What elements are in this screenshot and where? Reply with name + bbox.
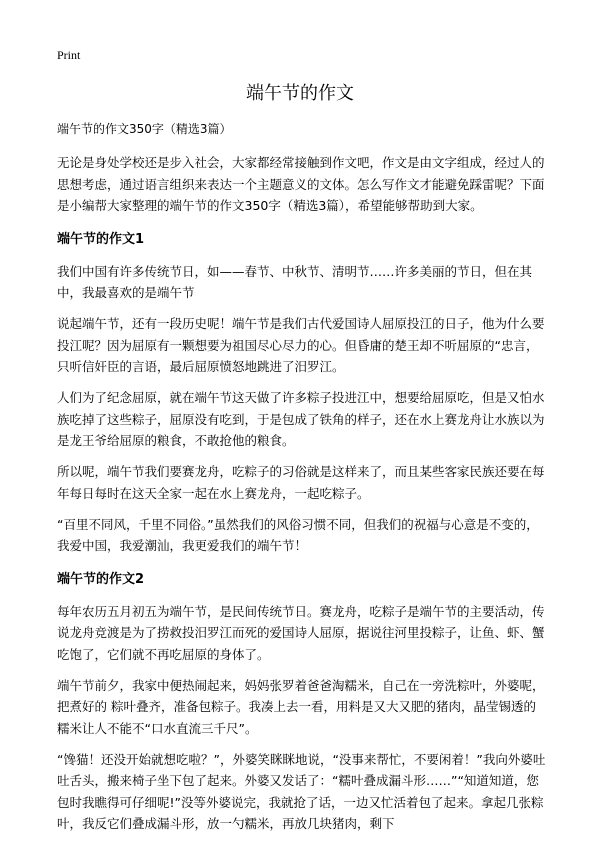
paragraph: 每年农历五月初五为端午节，是民间传统节日。赛龙舟，吃粽子是端午节的主要活动，传说龙舟竞渡是为了捞救投汨罗江而死的爱国诗人屈原，据说往河里投粽子，让鱼、虾、蟹吃饱了，它们就不再吃屈原的身体了。 xyxy=(57,603,545,662)
paragraph: 我们中国有许多传统节日，如——春节、中秋节、清明节……许多美丽的节日，但在其中，我最喜欢的是端午节 xyxy=(57,263,533,300)
document-subtitle: 端午节的作文350字（精选3篇） xyxy=(57,122,232,136)
section-heading: 端午节的作文1 xyxy=(57,231,145,247)
document-title: 端午节的作文 xyxy=(246,83,354,104)
paragraph: “馋猫！还没开始就想吃啦？”，外婆笑眯眯地说，“没事来帮忙，不要闲着！”我向外婆吐吐舌头，搬来椅子坐下包了起来。外婆又发话了：“糯叶叠成漏斗形……”“知道知道，您包时我瞧得可仔细呢!”没等外婆说完，我就抢了话，一边又忙活着包了起来。拿起几张粽叶，我反它们叠成漏斗形，放一勺糯米，再放几块猪肉，剩下 xyxy=(57,751,546,831)
intro-paragraph: 无论是身处学校还是步入社会，大家都经常接触到作文吧，作文是由文字组成，经过人的思想考虑，通过语言组织来表达一个主题意义的文体。怎么写作文才能避免踩雷呢？下面是小编帮大家整理的端午节的作文350字（精选3篇），希望能够帮助到大家。 xyxy=(57,155,545,213)
paragraph: 所以呢，端午节我们要赛龙舟，吃粽子的习俗就是这样来了，而且某些客家民族还要在每年每日每时在这天全家一起在水上赛龙舟，一起吃粽子。 xyxy=(57,464,545,501)
paragraph: 人们为了纪念屈原，就在端午节这天做了许多粽子投进江中，想要给屈原吃，但是又怕水族吃掉了这些粽子，屈原没有吃到，于是包成了铁角的样子，还在水上赛龙舟让水族以为是龙王爷给屈原的粮食，不敢抢他的粮食。 xyxy=(57,390,545,448)
paragraph: 端午节前夕，我家中便热闹起来，妈妈张罗着爸爸淘糯米，自己在一旁洗粽叶，外婆呢，把煮好的 粽叶叠齐，准备包粽子。我凑上去一看，用料是又大又肥的猪肉，晶莹锡透的糯米让人不能不“口水直流三千尺”。 xyxy=(57,677,545,736)
print-link[interactable]: Print xyxy=(57,48,81,62)
document-body xyxy=(57,120,547,844)
paragraph: 说起端午节，还有一段历史呢！端午节是我们古代爱国诗人屈原投江的日子，他为什么要投江呢？因为屈原有一颗想要为祖国尽心尽力的心。但昏庸的楚王却不听屈原的“忠言，只听信奸臣的言语，最后屈原愤怒地跳进了汨罗江。 xyxy=(57,316,545,374)
paragraph: “百里不同风，千里不同俗。”虽然我们的风俗习惯不同，但我们的祝福与心意是不变的，我爱中国，我爱潮汕，我更爱我们的端午节！ xyxy=(57,516,539,553)
section-heading: 端午节的作文2 xyxy=(57,571,145,587)
